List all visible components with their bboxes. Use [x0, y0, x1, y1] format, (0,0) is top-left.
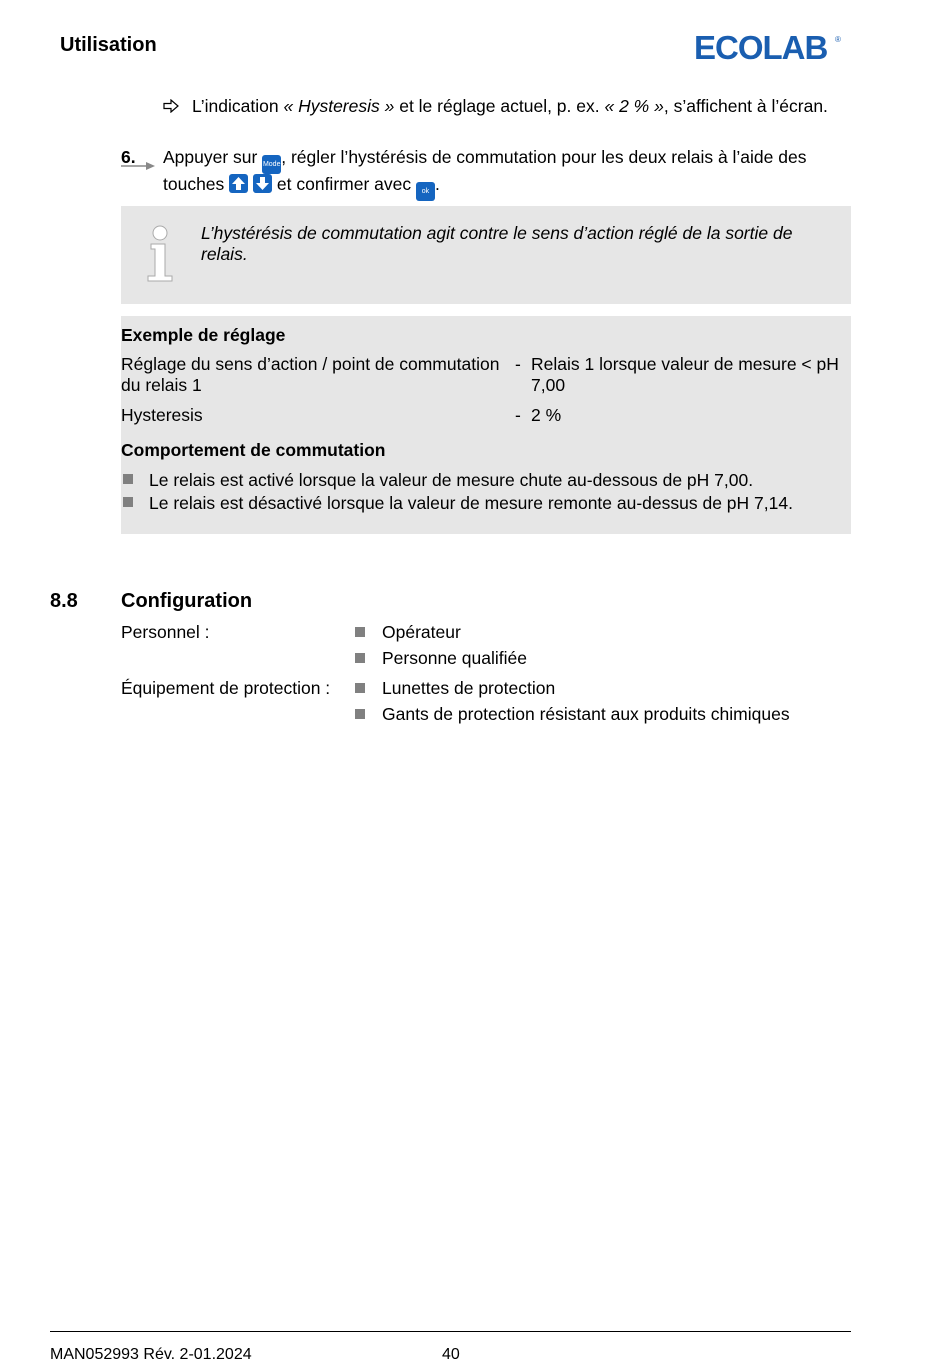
example-row-label: Réglage du sens d’action / point de commutation du relais 1 — [121, 354, 500, 395]
example-row-dash: - — [515, 405, 521, 425]
square-bullet-icon — [123, 497, 133, 507]
square-bullet-icon — [355, 627, 365, 637]
ecolab-logo — [694, 30, 844, 67]
note-text: L’hystérésis de commutation agit contre le sens d’action réglé de la sortie de relais. — [201, 223, 793, 264]
arrow-down-key-icon — [253, 174, 272, 193]
hollow-arrow-right-icon — [163, 98, 179, 119]
behaviour-heading: Comportement de commutation — [121, 440, 386, 460]
svg-text:®: ® — [835, 35, 841, 44]
info-note — [121, 206, 851, 304]
example-row-dash: - — [515, 354, 521, 374]
square-bullet-icon — [123, 474, 133, 484]
protection-item: Lunettes de protection — [382, 678, 556, 698]
footer-doc-ref: MAN052993 Rév. 2-01.2024 — [50, 1346, 252, 1363]
step-text: Appuyer sur Mode, régler l’hystérésis de commutation pour les deux relais à l’aide des touches et confirmer avec ok . — [163, 147, 853, 201]
example-box — [121, 316, 851, 534]
personnel-item: Opérateur — [382, 622, 461, 642]
behaviour-item: Le relais est activé lorsque la valeur de mesure chute au-dessous de pH 7,00. — [149, 470, 754, 490]
personnel-label: Personnel : — [121, 622, 210, 642]
ok-key-icon: ok — [416, 182, 435, 201]
square-bullet-icon — [355, 683, 365, 693]
logo-wordmark: ECOLAB — [694, 30, 828, 62]
example-row-value: 2 % — [531, 405, 562, 425]
protection-item: Gants de protection résistant aux produits chimiques — [382, 704, 790, 724]
info-icon — [145, 224, 177, 286]
section-title: Configuration — [121, 590, 253, 612]
footer-page-number: 40 — [442, 1346, 460, 1363]
arrow-up-key-icon — [229, 174, 248, 193]
example-row-value: Relais 1 lorsque valeur de mesure < pH 7,00 — [531, 354, 839, 395]
mode-key-icon: Mode — [262, 155, 281, 174]
personnel-item: Personne qualifiée — [382, 648, 527, 668]
square-bullet-icon — [355, 709, 365, 719]
step-number: 6. — [121, 147, 136, 167]
result-text: L’indication « Hysteresis » et le réglage actuel, p. ex. « 2 % », s’affichent à l’écran. — [192, 96, 828, 116]
protection-label: Équipement de protection : — [121, 678, 331, 698]
behaviour-item: Le relais est désactivé lorsque la valeur de mesure remonte au-dessus de pH 7,14. — [149, 493, 793, 513]
example-row-label: Hysteresis — [121, 405, 203, 425]
ecolab-logo-graphic — [694, 30, 844, 62]
square-bullet-icon — [355, 653, 365, 663]
page-header-title: Utilisation — [60, 34, 157, 56]
step-arrow-icon — [121, 162, 155, 170]
footer-divider — [50, 1331, 851, 1332]
section-number: 8.8 — [50, 590, 78, 612]
example-heading: Exemple de réglage — [121, 325, 286, 345]
